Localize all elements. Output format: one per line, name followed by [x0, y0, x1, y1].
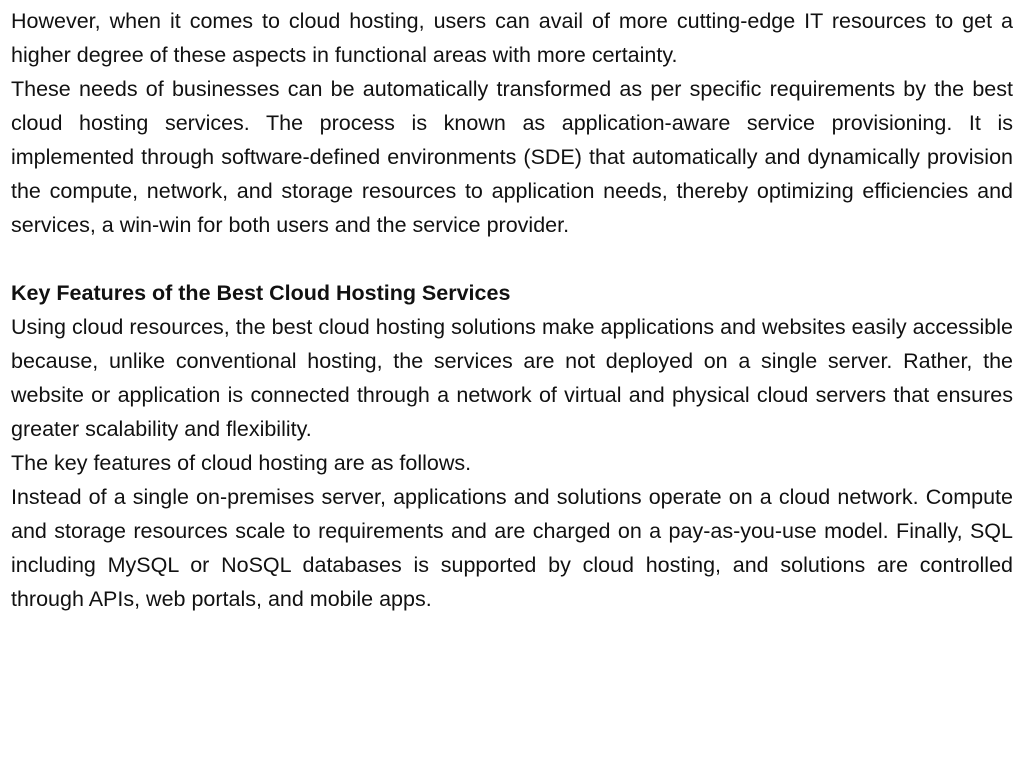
document-page — [11, 4, 1013, 616]
paragraph-application-aware-provisioning: These needs of businesses can be automatically transformed as per specific requirements by the best cloud hosting services. The process is known as application-aware service provisioning. It is implemented through software-defined environments (SDE) that automatically and dynamically provision the compute, network, and storage resources to application needs, thereby optimizing efficiencies and services, a win-win for both users and the service provider. — [11, 77, 1013, 237]
section-heading: Key Features of the Best Cloud Hosting Services — [11, 281, 511, 305]
blank-line — [11, 242, 1013, 276]
paragraph-cloud-hosting-intro: However, when it comes to cloud hosting, users can avail of more cutting-edge IT resources to get a higher degree of these aspects in functional areas with more certainty. — [11, 9, 1013, 67]
paragraph-key-features-intro: The key features of cloud hosting are as follows. — [11, 451, 472, 475]
paragraph-cloud-resources: Using cloud resources, the best cloud hosting solutions make applications and websites easily accessible because, unlike conventional hosting, the services are not deployed on a single server. Rather, the website or application is connected through a network of virtual and physical cloud servers that ensures greater scalability and flexibility. — [11, 315, 1013, 441]
paragraph-cloud-network: Instead of a single on-premises server, applications and solutions operate on a cloud network. Compute and storage resources scale to requirements and are charged on a pay-as-you-use model. Finally, SQL including MySQL or NoSQL databases is supported by cloud hosting, and solutions are controlled through APIs, web portals, and mobile apps. — [11, 485, 1013, 611]
